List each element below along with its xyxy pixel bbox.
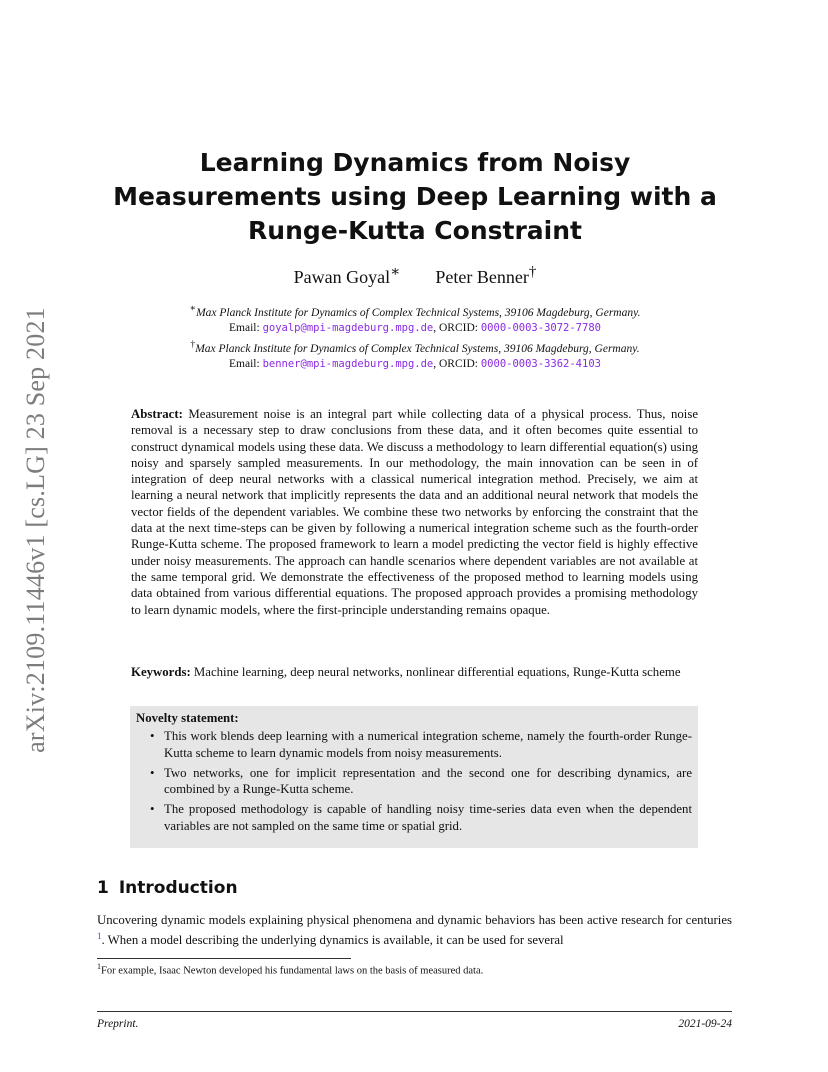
author-mark: †	[528, 264, 537, 280]
footnote-text: For example, Isaac Newton developed his fundamental laws on the basis of measured data.	[101, 965, 484, 977]
novelty-item-text: The proposed methodology is capable of handling noisy time-series data even when the dependent variables are not sampled on the same time or spatial grid.	[164, 802, 692, 833]
footer-date: 2021-09-24	[678, 1018, 732, 1030]
arxiv-identifier: arXiv:2109.11446v1 [cs.LG] 23 Sep 2021	[21, 307, 50, 753]
affiliation-mark: †	[190, 338, 196, 350]
novelty-title: Novelty statement:	[136, 711, 239, 725]
affiliation	[100, 301, 730, 321]
novelty-item-text: Two networks, one for implicit representation and the second one for describing dynamics, are combined by a Runge-Kutta scheme.	[164, 765, 692, 797]
bullet-icon: •	[150, 729, 155, 744]
author-list	[100, 262, 730, 288]
keywords-text: Machine learning, deep neural networks, nonlinear differential equations, Runge-Kutta scheme	[193, 665, 681, 679]
paper-title: Learning Dynamics from Noisy Measurements using Deep Learning with a Runge-Kutta Constraint	[113, 148, 717, 245]
novelty-item-text: This work blends deep learning with a numerical integration scheme, namely the fourth-order Runge-Kutta scheme to learn dynamic models from noisy measurements.	[164, 729, 692, 760]
paragraph-text: . When a model describing the underlying dynamics is available, it can be used for several	[101, 933, 564, 948]
novelty-statement-box	[130, 706, 698, 848]
abstract-text: Measurement noise is an integral part while collecting data of a physical process. Thus, noise removal is a necessary step to draw conclusions from these data, and it often becomes quite essential to construct dynamical models using these data. We discuss a methodology to learn differential equation(s) using noisy and sparsely sampled measurements. In our methodology, the main innovation can be seen in of integration of deep neural networks with a classical numerical integration method. Precisely, we aim at learning a neural network that implicitly represents the data and an additional neural network that models the vector fields of the dependent variables. We combine these two networks by enforcing the constraint that the data at the next time-steps can be given by following a numerical integration scheme such as the fourth-order Runge-Kutta scheme. The proposed framework to learn a model predicting the vector field is highly effective under noisy measurements. The approach can handle scenarios where dependent variables are not available at the same temporal grid. We demonstrate the effectiveness of the proposed method to learning models using data obtained from various differential equations. The proposed approach provides a promising methodology to learn dynamic models, where the first-principle understanding remains opaque.	[131, 407, 698, 617]
author-mark: ∗	[390, 264, 401, 280]
email-link[interactable]: benner@mpi-magdeburg.mpg.de	[262, 358, 434, 371]
section-heading	[97, 878, 238, 898]
introduction-paragraph	[97, 912, 732, 949]
novelty-list	[136, 728, 692, 834]
affiliation-contact	[100, 357, 730, 373]
affiliations	[100, 301, 730, 373]
bullet-icon: •	[150, 802, 155, 817]
affiliation-institution: Max Planck Institute for Dynamics of Complex Technical Systems, 39106 Magdeburg, Germany.	[195, 342, 640, 355]
orcid-link[interactable]: 0000-0003-3072-7780	[480, 322, 601, 335]
email-label: Email:	[229, 358, 263, 371]
author-name: Peter Benner	[435, 267, 529, 287]
section-title: Introduction	[118, 878, 238, 898]
affiliation	[100, 337, 730, 357]
novelty-item	[136, 765, 692, 798]
email-label: Email:	[229, 322, 263, 335]
footnote-mark: 1	[97, 962, 101, 971]
keywords-label: Keywords:	[131, 665, 191, 679]
footnote-divider	[97, 958, 351, 959]
orcid-label: , ORCID:	[433, 358, 481, 371]
footer-divider	[97, 1011, 732, 1012]
orcid-link[interactable]: 0000-0003-3362-4103	[480, 358, 601, 371]
email-link[interactable]: goyalp@mpi-magdeburg.mpg.de	[262, 322, 434, 335]
author-name: Pawan Goyal	[293, 267, 391, 287]
abstract-label: Abstract:	[131, 407, 183, 421]
affiliation-contact	[100, 321, 730, 337]
footnote-reference-link[interactable]: 1	[97, 931, 102, 942]
section-number: 1	[97, 878, 109, 898]
novelty-item	[136, 728, 692, 761]
keywords	[131, 664, 698, 680]
bullet-icon: •	[150, 765, 155, 780]
footnote	[97, 962, 483, 977]
orcid-label: , ORCID:	[433, 322, 481, 335]
affiliation-institution: Max Planck Institute for Dynamics of Complex Technical Systems, 39106 Magdeburg, Germany.	[196, 306, 641, 319]
novelty-item	[136, 801, 692, 834]
footer-label: Preprint.	[97, 1018, 139, 1030]
paragraph-text: Uncovering dynamic models explaining physical phenomena and dynamic behaviors has been active research for centuries	[97, 913, 732, 927]
abstract	[131, 406, 698, 618]
affiliation-mark: ∗	[189, 303, 197, 314]
